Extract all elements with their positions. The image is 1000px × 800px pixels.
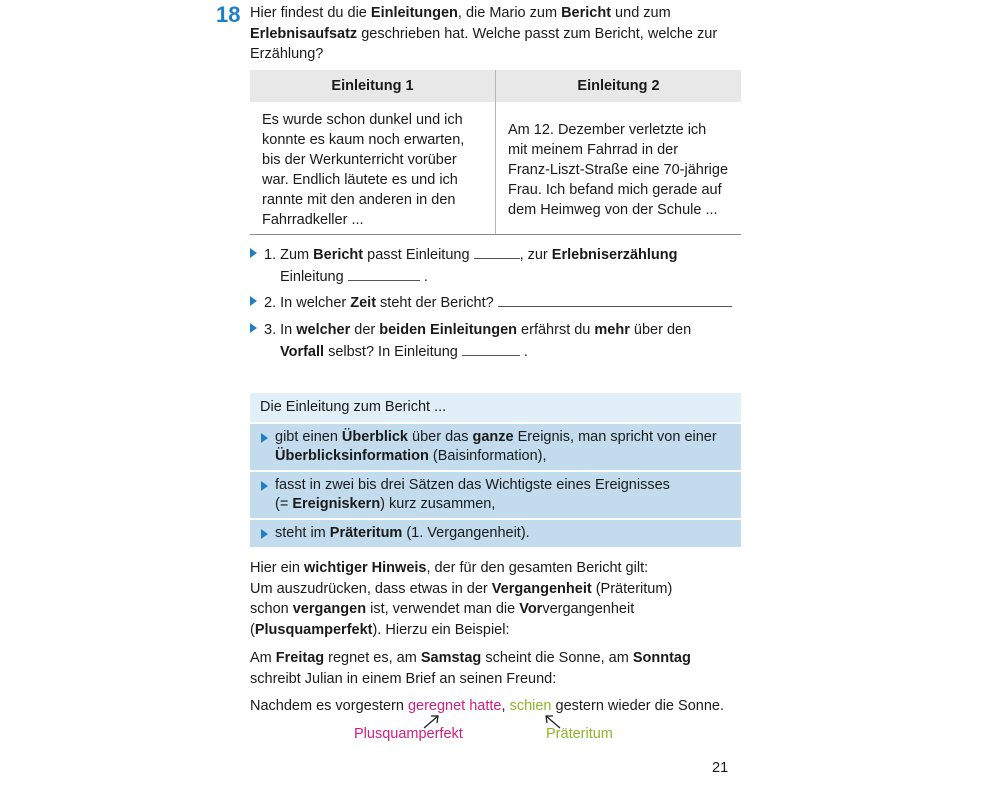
task-number: 18 [216,2,241,27]
plusquamperfekt-phrase: geregnet hatte [407,698,502,714]
introduction-1-text: Es wurde schon dunkel und ich konnte es kaum noch erwarten, bis der Werkunterricht vorüber war. Endlich läutete es und ich rannte mit den anderen in den Fahrradkeller ... [250,102,496,235]
page-number: 21 [712,760,729,776]
table-header-1: Einleitung 1 [250,70,496,102]
introduction-2-text: Am 12. Dezember verletzte ich mit meinem Fahrrad in der Franz-Liszt-Straße eine 70-jährige Frau. Ich befand mich gerade auf dem Heimweg von der Schule ... [496,102,742,235]
table-header-2: Einleitung 2 [496,70,742,102]
question-3: 3. In welcher der beiden Einleitungen erfährst du mehr über den Vorfall selbst? In Einleitung . [250,320,750,363]
hint-paragraph: Hier ein wichtiger Hinweis, der für den gesamten Bericht gilt: Um auszudrücken, dass etwas in der Vergangenheit (Präteritum) schon vergangen ist, verwendet man die Vorvergangenheit (Plusquamperfekt). Hierzu ein Beispiel: [250,560,673,638]
task-instruction: Hier findest du die Einleitungen, die Mario zum Bericht und zum Erlebnisaufsatz geschrieben hat. Welche passt zum Bericht, welche zur Erzählung? [250,5,718,62]
praeteritum-word: schien [509,698,552,714]
info-box-heading: Die Einleitung zum Bericht ... [250,393,741,422]
label-praeteritum: Präteritum [546,726,613,742]
example-sentence: Nachdem es vorgestern geregnet hatte, schien gestern wieder die Sonne. [250,698,724,714]
example-intro: Am Freitag regnet es, am Samstag scheint die Sonne, am Sonntag schreibt Julian in einem Brief an seinen Freund: [250,650,691,687]
label-plusquamperfekt: Plusquamperfekt [354,726,463,742]
info-item-2: fasst in zwei bis drei Sätzen das Wichtigste eines Ereignisses (= Ereigniskern) kurz zusammen, [250,470,741,518]
question-2: 2. In welcher Zeit steht der Bericht? [250,292,750,314]
info-item-3: steht im Präteritum (1. Vergangenheit). [250,518,741,547]
info-item-1: gibt einen Überblick über das ganze Ereignis, man spricht von einer Überblicksinformation (Baisinformation), [250,422,741,470]
question-1: 1. Zum Bericht passt Einleitung , zur Erlebniserzählung Einleitung . [250,244,750,288]
